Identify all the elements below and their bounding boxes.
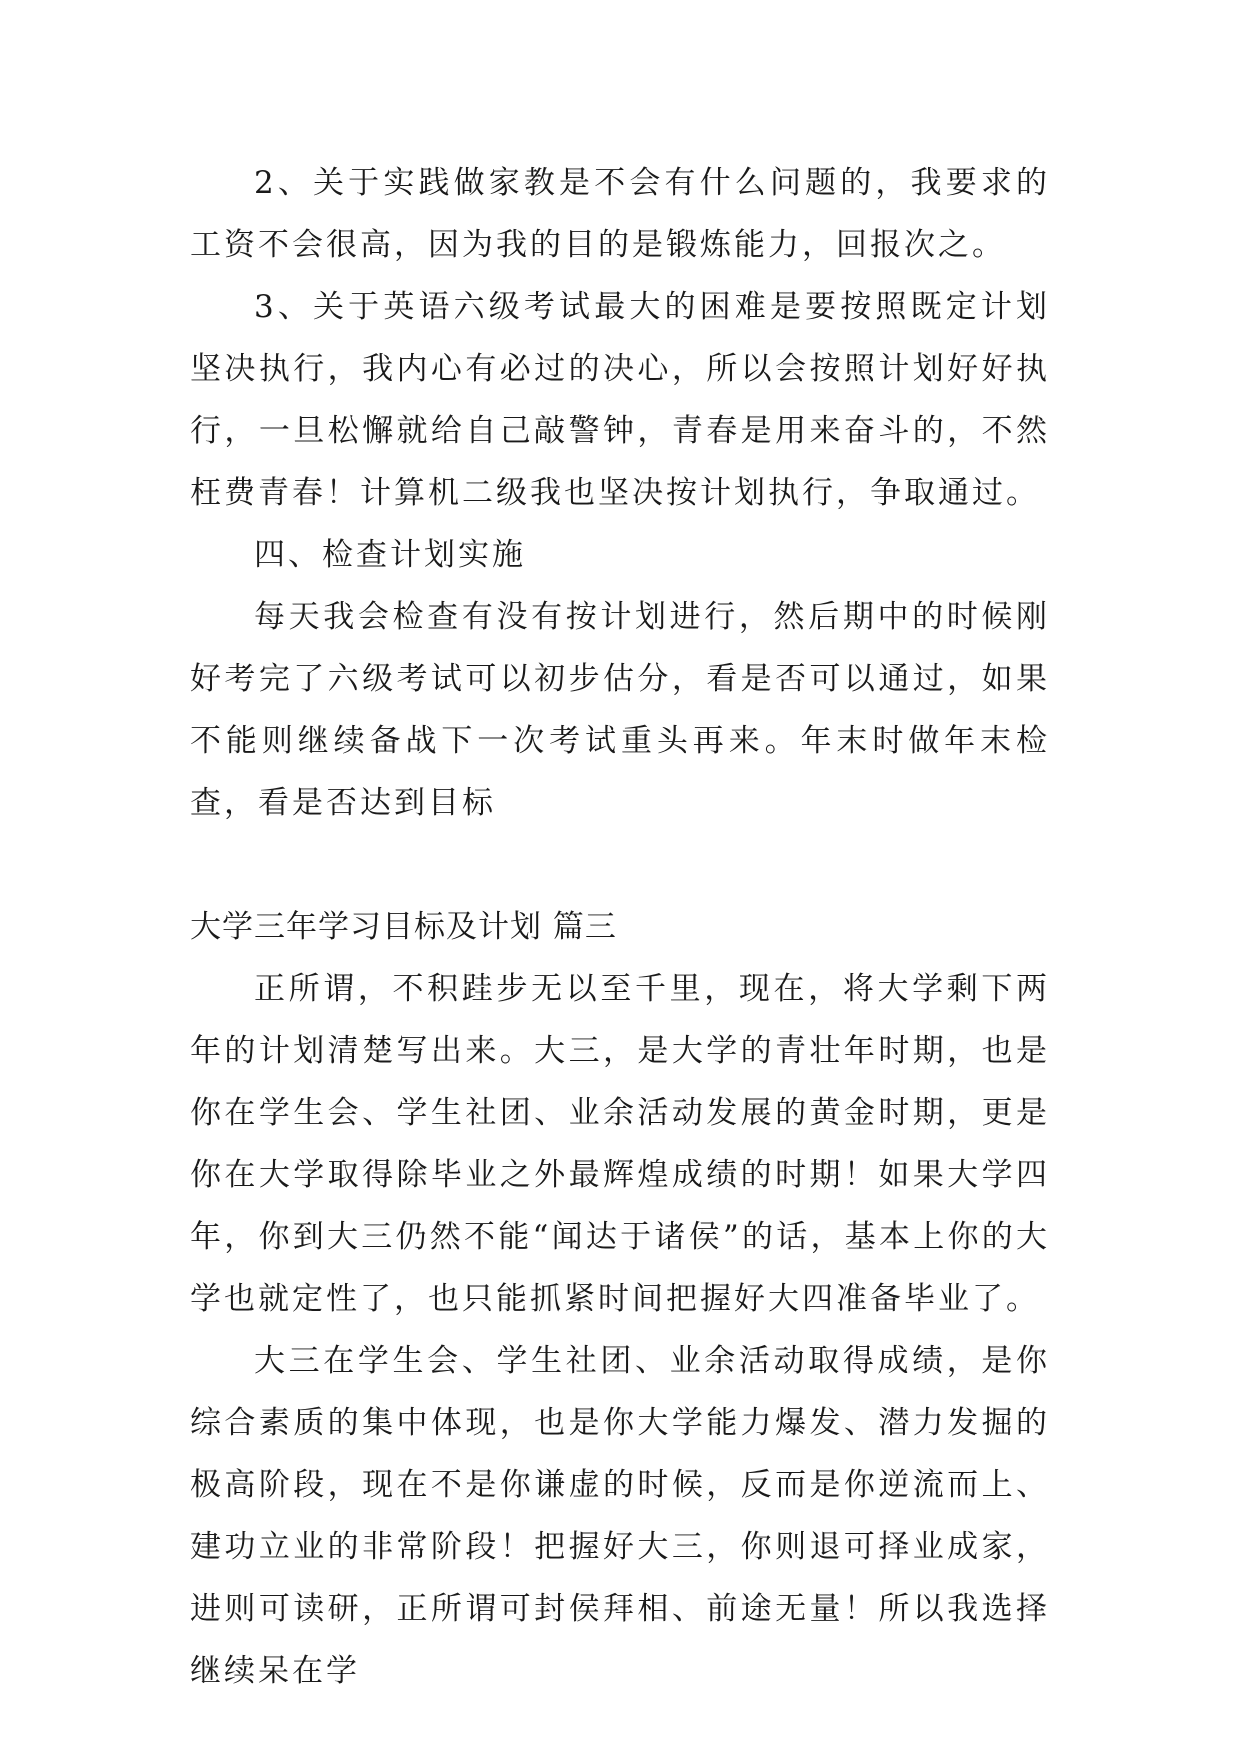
paragraph-practice: 2、关于实践做家教是不会有什么问题的，我要求的工资不会很高，因为我的目的是锻炼能力，回报次之。 <box>190 165 1050 263</box>
paragraph-achievements: 大三在学生会、学生社团、业余活动取得成绩，是你综合素质的集中体现，也是你大学能力爆发、潜力发掘的极高阶段，现在不是你谦虚的时候，反而是你逆流而上、建功立业的非常阶段！把握好大三，你则退可择业成家，进则可读研，正所谓可封侯拜相、前途无量！所以我选择继续呆在学 <box>190 1343 1050 1689</box>
paragraph-english-exam: 3、关于英语六级考试最大的困难是要按照既定计划坚决执行，我内心有必过的决心，所以会按照计划好好执行，一旦松懈就给自己敲警钟，青春是用来奋斗的，不然枉费青春！计算机二级我也坚决按计划执行，争取通过。 <box>190 289 1050 511</box>
heading-check-plan: 四、检查计划实施 <box>254 537 526 573</box>
paragraph-junior-year: 正所谓，不积跬步无以至千里，现在，将大学剩下两年的计划清楚写出来。大三，是大学的青壮年时期，也是你在学生会、学生社团、业余活动发展的黄金时期，更是你在大学取得除毕业之外最辉煌成绩的时期！如果大学四年，你到大三仍然不能“闻达于诸侯”的话，基本上你的大学也就定性了，也只能抓紧时间把握好大四准备毕业了。 <box>190 971 1050 1317</box>
paragraph-check-plan: 每天我会检查有没有按计划进行，然后期中的时候刚好考完了六级考试可以初步估分，看是否可以通过，如果不能则继续备战下一次考试重头再来。年末时做年末检查，看是否达到目标 <box>190 599 1050 821</box>
section-title: 大学三年学习目标及计划 篇三 <box>190 909 617 945</box>
section-gap <box>190 834 1050 896</box>
document-body <box>190 152 1050 1702</box>
